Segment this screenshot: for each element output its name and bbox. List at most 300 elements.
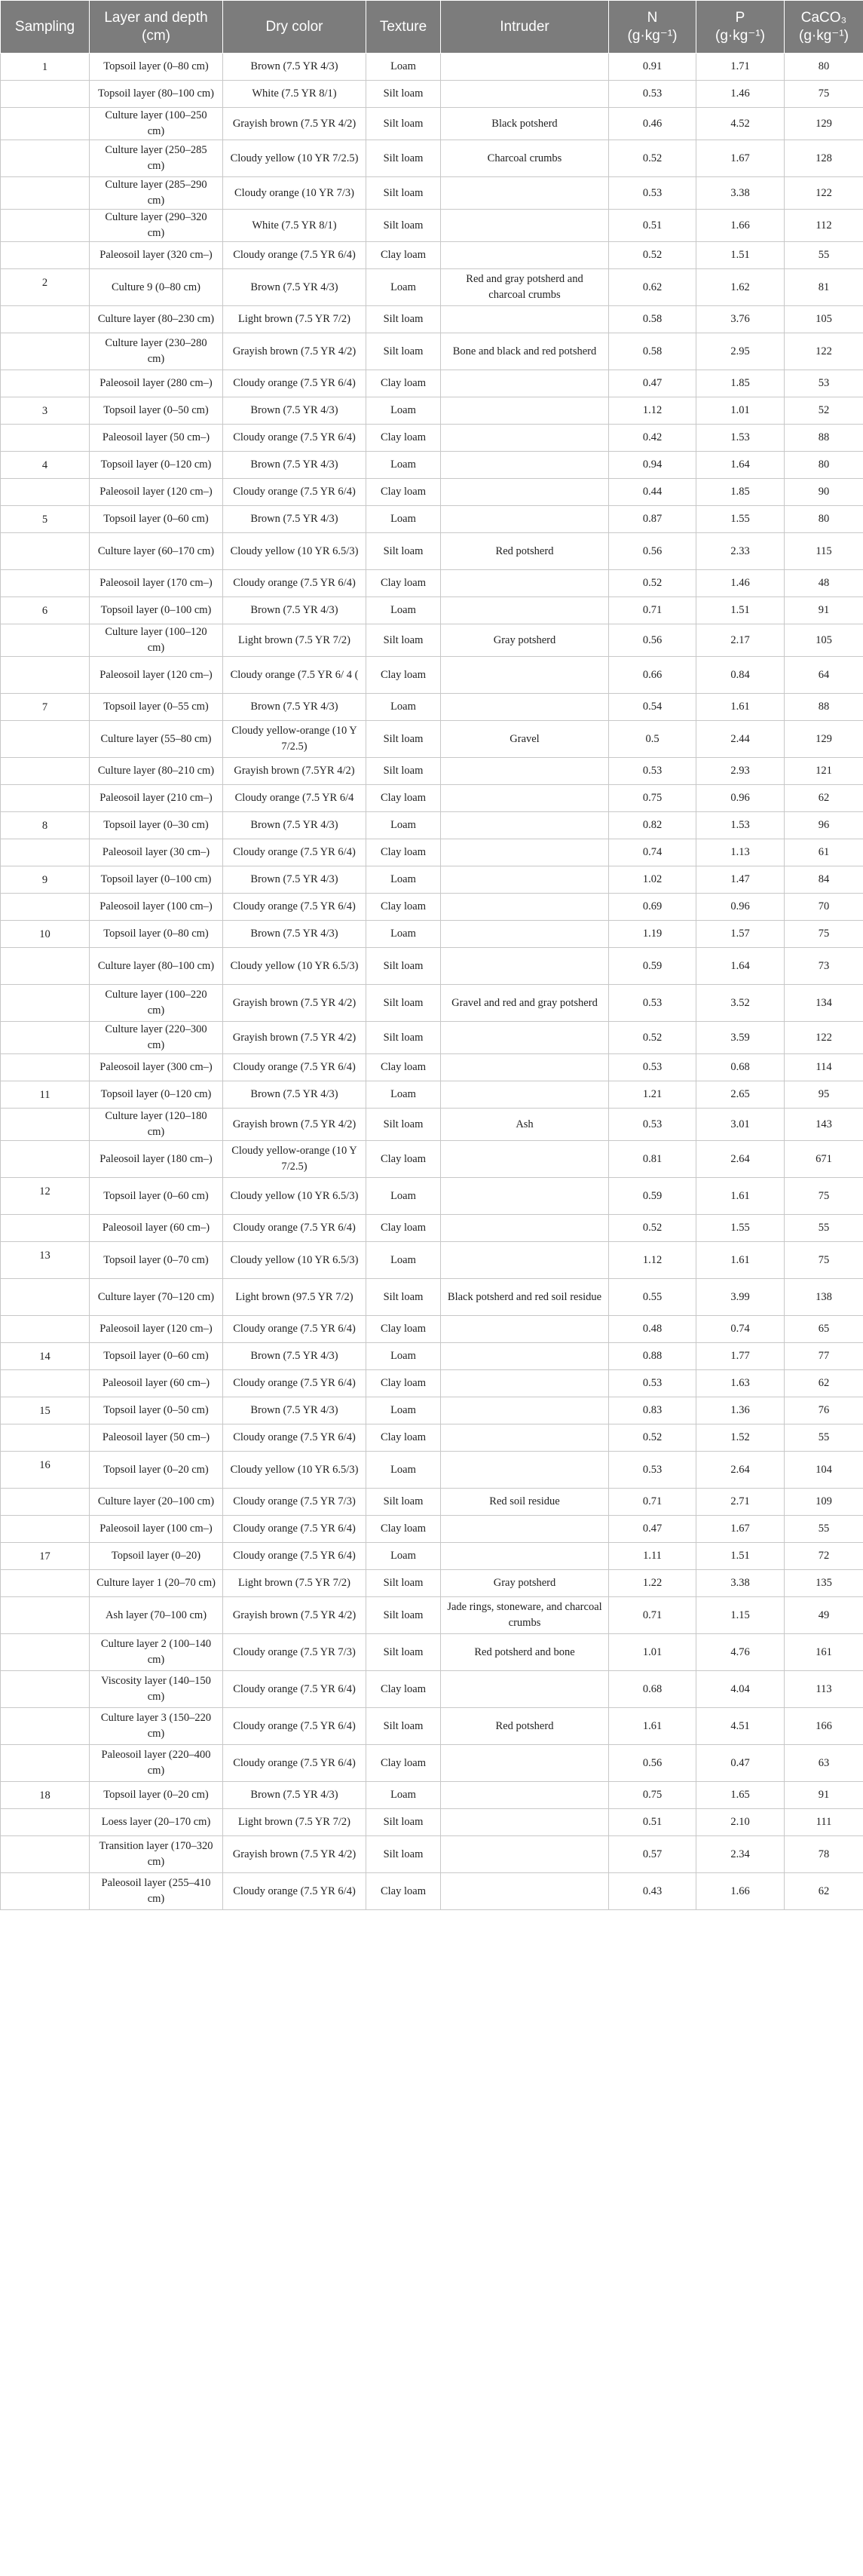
texture-cell: Silt loam — [366, 1634, 441, 1671]
p-cell: 1.46 — [696, 81, 785, 108]
texture-cell: Loam — [366, 1178, 441, 1215]
texture-cell: Loam — [366, 866, 441, 894]
sampling-cell: 8 — [1, 812, 90, 839]
table-row — [1, 210, 863, 242]
sampling-cell — [1, 1516, 90, 1543]
table-row — [1, 269, 863, 306]
layer-cell: Transition layer (170–320 cm) — [90, 1836, 223, 1873]
color-cell: Brown (7.5 YR 4/3) — [223, 1081, 366, 1109]
p-cell: 0.68 — [696, 1054, 785, 1081]
sampling-cell: 11 — [1, 1081, 90, 1109]
header-caco3-label: CaCO₃ — [800, 9, 847, 26]
p-cell: 1.64 — [696, 452, 785, 479]
layer-cell: Paleosoil layer (50 cm–) — [90, 425, 223, 452]
n-cell: 0.42 — [609, 425, 696, 452]
n-cell: 0.56 — [609, 533, 696, 570]
layer-cell: Topsoil layer (0–120 cm) — [90, 1081, 223, 1109]
caco3-cell: 96 — [785, 812, 863, 839]
color-cell: Grayish brown (7.5 YR 4/2) — [223, 1022, 366, 1054]
intruder-cell — [441, 1671, 609, 1708]
caco3-cell: 76 — [785, 1397, 863, 1424]
table-row — [1, 1745, 863, 1782]
texture-cell: Loam — [366, 452, 441, 479]
layer-cell: Topsoil layer (0–60 cm) — [90, 1343, 223, 1370]
intruder-cell — [441, 1141, 609, 1178]
layer-cell: Culture layer (60–170 cm) — [90, 533, 223, 570]
sampling-cell — [1, 721, 90, 758]
table-row — [1, 948, 863, 985]
intruder-cell — [441, 506, 609, 533]
caco3-cell: 122 — [785, 333, 863, 370]
layer-cell: Topsoil layer (0–50 cm) — [90, 397, 223, 425]
texture-cell: Clay loam — [366, 1316, 441, 1343]
texture-cell: Loam — [366, 812, 441, 839]
texture-cell: Clay loam — [366, 657, 441, 694]
n-cell: 0.75 — [609, 1782, 696, 1809]
intruder-cell: Bone and black and red potsherd — [441, 333, 609, 370]
p-cell: 3.01 — [696, 1109, 785, 1141]
n-cell: 0.82 — [609, 812, 696, 839]
table-row — [1, 758, 863, 785]
layer-cell: Paleosoil layer (320 cm–) — [90, 242, 223, 269]
sampling-cell — [1, 1708, 90, 1745]
layer-cell: Culture layer (70–120 cm) — [90, 1279, 223, 1316]
n-cell: 0.52 — [609, 570, 696, 597]
caco3-cell: 75 — [785, 1242, 863, 1279]
color-cell: Cloudy yellow (10 YR 6.5/3) — [223, 533, 366, 570]
texture-cell: Silt loam — [366, 985, 441, 1022]
layer-cell: Topsoil layer (0–20) — [90, 1543, 223, 1570]
p-cell: 4.04 — [696, 1671, 785, 1708]
texture-cell: Loam — [366, 1452, 441, 1489]
header-texture: Texture — [366, 1, 441, 54]
n-cell: 0.52 — [609, 1022, 696, 1054]
caco3-cell: 121 — [785, 758, 863, 785]
texture-cell: Silt loam — [366, 533, 441, 570]
caco3-cell: 166 — [785, 1708, 863, 1745]
caco3-cell: 105 — [785, 624, 863, 657]
table-row — [1, 452, 863, 479]
sampling-cell — [1, 624, 90, 657]
layer-cell: Topsoil layer (0–55 cm) — [90, 694, 223, 721]
n-cell: 0.91 — [609, 54, 696, 81]
intruder-cell: Red soil residue — [441, 1489, 609, 1516]
color-cell: Cloudy orange (7.5 YR 6/4) — [223, 479, 366, 506]
sampling-cell — [1, 758, 90, 785]
table-row — [1, 1178, 863, 1215]
sampling-cell — [1, 533, 90, 570]
table-row — [1, 1452, 863, 1489]
intruder-cell — [441, 1745, 609, 1782]
color-cell: Cloudy orange (7.5 YR 6/4) — [223, 1424, 366, 1452]
caco3-cell: 62 — [785, 785, 863, 812]
color-cell: Cloudy orange (7.5 YR 6/4) — [223, 1370, 366, 1397]
intruder-cell: Jade rings, stoneware, and charcoal crumbs — [441, 1597, 609, 1634]
color-cell: Grayish brown (7.5 YR 4/2) — [223, 1836, 366, 1873]
n-cell: 0.51 — [609, 1809, 696, 1836]
sampling-cell — [1, 1809, 90, 1836]
table-row — [1, 81, 863, 108]
color-cell: Cloudy orange (7.5 YR 6/4) — [223, 1671, 366, 1708]
caco3-cell: 73 — [785, 948, 863, 985]
sampling-cell — [1, 839, 90, 866]
intruder-cell: Charcoal crumbs — [441, 140, 609, 177]
intruder-cell — [441, 54, 609, 81]
layer-cell: Paleosoil layer (255–410 cm) — [90, 1873, 223, 1910]
table-row — [1, 1424, 863, 1452]
p-cell: 3.76 — [696, 306, 785, 333]
texture-cell: Silt loam — [366, 758, 441, 785]
caco3-cell: 75 — [785, 921, 863, 948]
n-cell: 0.53 — [609, 1370, 696, 1397]
texture-cell: Silt loam — [366, 1597, 441, 1634]
layer-cell: Paleosoil layer (60 cm–) — [90, 1370, 223, 1397]
texture-cell: Clay loam — [366, 242, 441, 269]
intruder-cell: Red and gray potsherd and charcoal crumbs — [441, 269, 609, 306]
table-row — [1, 1708, 863, 1745]
intruder-cell — [441, 1242, 609, 1279]
layer-cell: Culture layer (55–80 cm) — [90, 721, 223, 758]
color-cell: Cloudy yellow (10 YR 6.5/3) — [223, 948, 366, 985]
layer-cell: Topsoil layer (0–20 cm) — [90, 1782, 223, 1809]
texture-cell: Clay loam — [366, 425, 441, 452]
intruder-cell — [441, 758, 609, 785]
color-cell: Cloudy yellow (10 YR 6.5/3) — [223, 1242, 366, 1279]
color-cell: Brown (7.5 YR 4/3) — [223, 597, 366, 624]
layer-cell: Paleosoil layer (210 cm–) — [90, 785, 223, 812]
intruder-cell — [441, 210, 609, 242]
p-cell: 1.64 — [696, 948, 785, 985]
caco3-cell: 91 — [785, 1782, 863, 1809]
intruder-cell — [441, 81, 609, 108]
header-intruder: Intruder — [441, 1, 609, 54]
n-cell: 0.87 — [609, 506, 696, 533]
caco3-cell: 122 — [785, 177, 863, 210]
texture-cell: Clay loam — [366, 1424, 441, 1452]
caco3-cell: 55 — [785, 1516, 863, 1543]
color-cell: Grayish brown (7.5 YR 4/2) — [223, 1597, 366, 1634]
table-row — [1, 1316, 863, 1343]
sampling-cell — [1, 1424, 90, 1452]
n-cell: 0.69 — [609, 894, 696, 921]
intruder-cell — [441, 597, 609, 624]
caco3-cell: 52 — [785, 397, 863, 425]
header-row — [1, 1, 863, 54]
texture-cell: Loam — [366, 1782, 441, 1809]
p-cell: 0.84 — [696, 657, 785, 694]
intruder-cell — [441, 1543, 609, 1570]
color-cell: Cloudy orange (7.5 YR 7/3) — [223, 1489, 366, 1516]
caco3-cell: 77 — [785, 1343, 863, 1370]
texture-cell: Loam — [366, 506, 441, 533]
layer-cell: Culture layer (120–180 cm) — [90, 1109, 223, 1141]
n-cell: 0.53 — [609, 1054, 696, 1081]
table-row — [1, 1570, 863, 1597]
color-cell: Cloudy orange (7.5 YR 6/ 4 ( — [223, 657, 366, 694]
color-cell: Brown (7.5 YR 4/3) — [223, 866, 366, 894]
color-cell: Cloudy orange (7.5 YR 6/4 — [223, 785, 366, 812]
texture-cell: Loam — [366, 597, 441, 624]
intruder-cell — [441, 370, 609, 397]
color-cell: Grayish brown (7.5YR 4/2) — [223, 758, 366, 785]
color-cell: Brown (7.5 YR 4/3) — [223, 812, 366, 839]
sampling-cell — [1, 1370, 90, 1397]
layer-cell: Topsoil layer (0–60 cm) — [90, 506, 223, 533]
caco3-cell: 75 — [785, 81, 863, 108]
table-row — [1, 506, 863, 533]
color-cell: Cloudy orange (7.5 YR 6/4) — [223, 1516, 366, 1543]
layer-cell: Culture layer (80–210 cm) — [90, 758, 223, 785]
table-row — [1, 333, 863, 370]
p-cell: 2.95 — [696, 333, 785, 370]
sampling-cell: 9 — [1, 866, 90, 894]
color-cell: Cloudy yellow (10 YR 6.5/3) — [223, 1178, 366, 1215]
table-row — [1, 1516, 863, 1543]
sampling-cell — [1, 333, 90, 370]
intruder-cell — [441, 866, 609, 894]
p-cell: 0.47 — [696, 1745, 785, 1782]
p-cell: 1.55 — [696, 1215, 785, 1242]
table-row — [1, 921, 863, 948]
sampling-cell: 5 — [1, 506, 90, 533]
texture-cell: Loam — [366, 1081, 441, 1109]
intruder-cell — [441, 425, 609, 452]
caco3-cell: 161 — [785, 1634, 863, 1671]
caco3-cell: 55 — [785, 1424, 863, 1452]
p-cell: 1.51 — [696, 242, 785, 269]
n-cell: 0.83 — [609, 1397, 696, 1424]
sampling-cell — [1, 1109, 90, 1141]
table-row — [1, 1370, 863, 1397]
layer-cell: Paleosoil layer (60 cm–) — [90, 1215, 223, 1242]
caco3-cell: 90 — [785, 479, 863, 506]
table-row — [1, 1343, 863, 1370]
color-cell: Cloudy orange (7.5 YR 6/4) — [223, 1873, 366, 1910]
n-cell: 0.51 — [609, 210, 696, 242]
n-cell: 0.47 — [609, 370, 696, 397]
layer-cell: Paleosoil layer (300 cm–) — [90, 1054, 223, 1081]
p-cell: 1.01 — [696, 397, 785, 425]
layer-cell: Culture layer (80–100 cm) — [90, 948, 223, 985]
sampling-cell — [1, 1873, 90, 1910]
table-row — [1, 533, 863, 570]
sampling-cell — [1, 370, 90, 397]
layer-cell: Paleosoil layer (100 cm–) — [90, 894, 223, 921]
table-row — [1, 479, 863, 506]
table-row — [1, 597, 863, 624]
n-cell: 0.57 — [609, 1836, 696, 1873]
color-cell: Cloudy orange (7.5 YR 6/4) — [223, 894, 366, 921]
p-cell: 1.71 — [696, 54, 785, 81]
n-cell: 0.43 — [609, 1873, 696, 1910]
intruder-cell — [441, 1022, 609, 1054]
intruder-cell — [441, 1873, 609, 1910]
caco3-cell: 55 — [785, 1215, 863, 1242]
layer-cell: Paleosoil layer (170 cm–) — [90, 570, 223, 597]
table-row — [1, 1671, 863, 1708]
layer-cell: Paleosoil layer (280 cm–) — [90, 370, 223, 397]
intruder-cell — [441, 657, 609, 694]
layer-cell: Culture layer (250–285 cm) — [90, 140, 223, 177]
layer-cell: Topsoil layer (80–100 cm) — [90, 81, 223, 108]
p-cell: 1.36 — [696, 1397, 785, 1424]
caco3-cell: 70 — [785, 894, 863, 921]
texture-cell: Loam — [366, 921, 441, 948]
intruder-cell — [441, 1343, 609, 1370]
intruder-cell: Gravel — [441, 721, 609, 758]
table-row — [1, 1873, 863, 1910]
layer-cell: Topsoil layer (0–70 cm) — [90, 1242, 223, 1279]
layer-cell: Topsoil layer (0–20 cm) — [90, 1452, 223, 1489]
sampling-cell — [1, 570, 90, 597]
intruder-cell — [441, 1516, 609, 1543]
p-cell: 2.34 — [696, 1836, 785, 1873]
n-cell: 0.74 — [609, 839, 696, 866]
texture-cell: Silt loam — [366, 108, 441, 140]
sampling-cell: 14 — [1, 1343, 90, 1370]
texture-cell: Loam — [366, 54, 441, 81]
table-row — [1, 1279, 863, 1316]
color-cell: Cloudy yellow (10 YR 6.5/3) — [223, 1452, 366, 1489]
color-cell: Light brown (7.5 YR 7/2) — [223, 1809, 366, 1836]
sampling-cell — [1, 1279, 90, 1316]
sampling-cell — [1, 985, 90, 1022]
color-cell: White (7.5 YR 8/1) — [223, 210, 366, 242]
intruder-cell — [441, 1424, 609, 1452]
texture-cell: Silt loam — [366, 1836, 441, 1873]
table-row — [1, 1397, 863, 1424]
p-cell: 0.96 — [696, 785, 785, 812]
sampling-cell — [1, 948, 90, 985]
sampling-cell — [1, 479, 90, 506]
p-cell: 0.96 — [696, 894, 785, 921]
layer-cell: Paleosoil layer (120 cm–) — [90, 657, 223, 694]
texture-cell: Silt loam — [366, 1279, 441, 1316]
n-cell: 1.19 — [609, 921, 696, 948]
p-cell: 1.66 — [696, 210, 785, 242]
n-cell: 0.53 — [609, 81, 696, 108]
n-cell: 0.56 — [609, 624, 696, 657]
layer-cell: Paleosoil layer (30 cm–) — [90, 839, 223, 866]
table-row — [1, 108, 863, 140]
layer-cell: Viscosity layer (140–150 cm) — [90, 1671, 223, 1708]
sampling-cell: 4 — [1, 452, 90, 479]
sampling-cell — [1, 657, 90, 694]
intruder-cell — [441, 1215, 609, 1242]
table-row — [1, 1141, 863, 1178]
layer-cell: Topsoil layer (0–80 cm) — [90, 54, 223, 81]
caco3-cell: 671 — [785, 1141, 863, 1178]
caco3-cell: 80 — [785, 452, 863, 479]
n-cell: 0.54 — [609, 694, 696, 721]
header-p — [696, 1, 785, 54]
texture-cell: Silt loam — [366, 140, 441, 177]
caco3-cell: 64 — [785, 657, 863, 694]
caco3-cell: 122 — [785, 1022, 863, 1054]
texture-cell: Clay loam — [366, 1370, 441, 1397]
texture-cell: Clay loam — [366, 894, 441, 921]
intruder-cell — [441, 452, 609, 479]
table-row — [1, 1543, 863, 1570]
n-cell: 1.02 — [609, 866, 696, 894]
caco3-cell: 104 — [785, 1452, 863, 1489]
p-cell: 1.61 — [696, 1178, 785, 1215]
p-cell: 2.44 — [696, 721, 785, 758]
p-cell: 1.47 — [696, 866, 785, 894]
table-row — [1, 1489, 863, 1516]
sampling-cell — [1, 1215, 90, 1242]
header-n — [609, 1, 696, 54]
sampling-cell: 15 — [1, 1397, 90, 1424]
header-layer: Layer and depth (cm) — [90, 1, 223, 54]
layer-cell: Culture layer 2 (100–140 cm) — [90, 1634, 223, 1671]
table-row — [1, 1597, 863, 1634]
layer-cell: Loess layer (20–170 cm) — [90, 1809, 223, 1836]
sampling-cell: 16 — [1, 1452, 90, 1489]
table-row — [1, 1109, 863, 1141]
n-cell: 0.71 — [609, 1597, 696, 1634]
caco3-cell: 65 — [785, 1316, 863, 1343]
n-cell: 0.56 — [609, 1745, 696, 1782]
intruder-cell: Red potsherd — [441, 1708, 609, 1745]
intruder-cell — [441, 1316, 609, 1343]
sampling-cell: 13 — [1, 1242, 90, 1279]
sampling-cell — [1, 177, 90, 210]
table-row — [1, 694, 863, 721]
sampling-cell — [1, 894, 90, 921]
caco3-cell: 84 — [785, 866, 863, 894]
texture-cell: Loam — [366, 1242, 441, 1279]
table-body — [1, 54, 863, 1910]
n-cell: 0.59 — [609, 948, 696, 985]
texture-cell: Silt loam — [366, 1570, 441, 1597]
table-row — [1, 370, 863, 397]
n-cell: 0.68 — [609, 1671, 696, 1708]
texture-cell: Clay loam — [366, 479, 441, 506]
texture-cell: Clay loam — [366, 1141, 441, 1178]
sampling-cell — [1, 785, 90, 812]
texture-cell: Silt loam — [366, 81, 441, 108]
intruder-cell — [441, 812, 609, 839]
caco3-cell: 61 — [785, 839, 863, 866]
intruder-cell — [441, 479, 609, 506]
caco3-cell: 62 — [785, 1370, 863, 1397]
n-cell: 0.48 — [609, 1316, 696, 1343]
caco3-cell: 135 — [785, 1570, 863, 1597]
intruder-cell: Black potsherd and red soil residue — [441, 1279, 609, 1316]
intruder-cell — [441, 1370, 609, 1397]
p-cell: 2.17 — [696, 624, 785, 657]
color-cell: Grayish brown (7.5 YR 4/2) — [223, 108, 366, 140]
intruder-cell: Gray potsherd — [441, 1570, 609, 1597]
texture-cell: Silt loam — [366, 306, 441, 333]
sampling-cell — [1, 425, 90, 452]
table-row — [1, 425, 863, 452]
sampling-cell — [1, 140, 90, 177]
layer-cell: Culture layer (220–300 cm) — [90, 1022, 223, 1054]
layer-cell: Topsoil layer (0–30 cm) — [90, 812, 223, 839]
sampling-cell: 2 — [1, 269, 90, 306]
n-cell: 1.11 — [609, 1543, 696, 1570]
caco3-cell: 53 — [785, 370, 863, 397]
p-cell: 1.53 — [696, 425, 785, 452]
table-row — [1, 866, 863, 894]
color-cell: White (7.5 YR 8/1) — [223, 81, 366, 108]
texture-cell: Silt loam — [366, 1109, 441, 1141]
p-cell: 1.65 — [696, 1782, 785, 1809]
table-row — [1, 1022, 863, 1054]
n-cell: 1.12 — [609, 397, 696, 425]
